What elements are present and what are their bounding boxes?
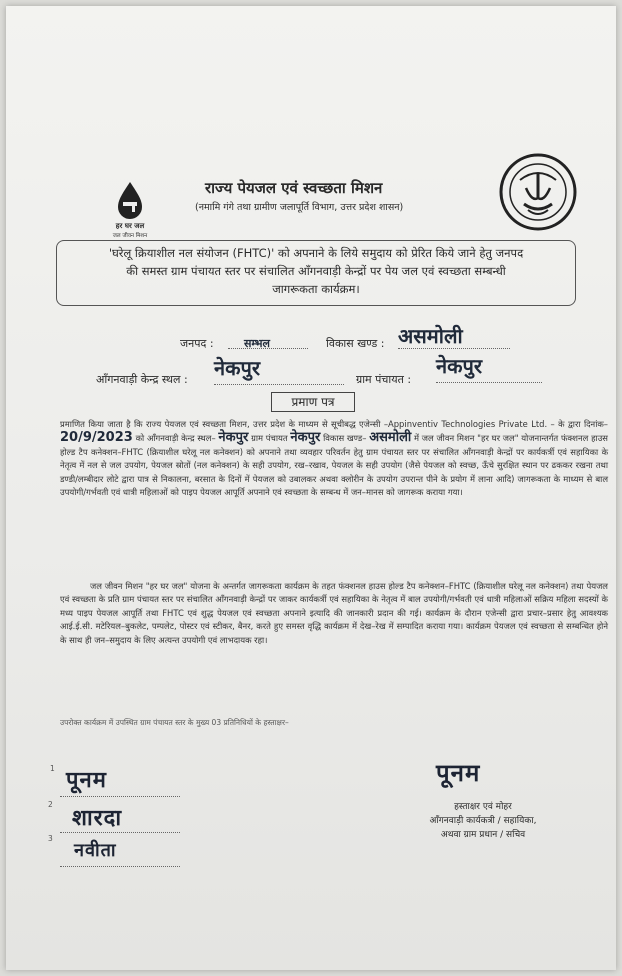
sign-block-line-2: आँगनवाड़ी कार्यकत्री / सहायिका, — [429, 816, 537, 826]
para1-date: 20/9/2023 — [60, 430, 133, 446]
signatory-1-line — [60, 796, 180, 797]
water-drop-icon — [110, 180, 150, 220]
panchayat-value: नेकपुर — [436, 354, 482, 378]
block-value: असमोली — [398, 324, 463, 348]
signatory-1-name: पूनम — [66, 768, 107, 793]
logo-left-text: हर घर जल — [115, 222, 145, 230]
logo-left-sub: जल जीवन मिशन — [112, 233, 148, 239]
signatory-1-num: 1 — [50, 764, 55, 773]
signatory-2-name: शारदा — [72, 806, 123, 831]
signatory-3-name: नवीता — [74, 840, 117, 861]
signature-block — [398, 800, 568, 842]
signatory-2-num: 2 — [48, 800, 53, 809]
district-value: सम्भल — [244, 337, 270, 350]
para1-text-b: को आँगनवाड़ी केन्द्र स्थल– — [135, 433, 216, 444]
banner-line-2: की समस्त ग्राम पंचायत स्तर पर संचालित आँगनवाड़ी केन्द्रों पर पेय जल एवं स्वच्छता सम्बन्धी — [126, 264, 506, 278]
para1-block: असमोली — [369, 430, 412, 446]
banner-line-1: 'घरेलू क्रियाशील नल संयोजन (FHTC)' को अपनाने के लिये समुदाय को प्रेरित किये जाने हेतु जनपद — [108, 246, 524, 260]
block-label: विकास खण्ड : — [326, 337, 385, 350]
signatory-3-line — [60, 866, 180, 867]
para1-text-e: में जल जीवन मिशन "हर घर जल" योजनान्तर्गत फंक्शनल हाउस होल्ड टैप कनेक्शन–FHTC (क्रियाशील घरेलू नल कनेक्शन) को अपनाने तथा व्यवहार परिवर्तन हेतु ग्राम पंचायत स्तर पर संचालित आँगनवाड़ी केन्द्रों पर कार्यकर्त्री एवं सहायिका के नेतृत्व में नल से जल उपयोग, पेयजल स्रोतों (नल कनेक्शन) के सही उपयोग, रख–रखाव, पेयजल के सही उपयोग (जैसे पेयजल को स्वच्छ, ऊँचे सुरक्षित स्थान पर ढककर रखना तथा डण्डी/लम्बीदार लोटे द्वारा पात्र से निकालना, बरसात के दिनों में पेयजल को उबालकर अथवा क्लोरीन के उपयोग उपरान्त पीने के प्रयोग में लाना आदि) जागरूकता के माध्यम से बाल उपयोगी/गर्भवती एवं धात्री महिलाओं को पाइप पेयजल आपूर्ति अपनाने एवं स्वच्छता के सम्बन्ध में जन–मानस को जागरूक कराया गया। — [60, 433, 608, 498]
centre-label: आँगनवाड़ी केन्द्र स्थल : — [96, 373, 188, 386]
block-value-line — [398, 322, 510, 349]
sign-block-line-1: हस्ताक्षर एवं मोहर — [454, 802, 512, 812]
certificate-heading: प्रमाण पत्र — [271, 392, 355, 412]
para1-text-d: विकास खण्ड– — [323, 433, 367, 444]
district-value-line — [228, 332, 308, 349]
jal-jeevan-mission-logo — [110, 180, 150, 238]
signatory-2-line — [60, 832, 180, 833]
district-label: जनपद : — [180, 337, 214, 350]
para1-site: नेकपुर — [218, 430, 249, 446]
page-title: राज्य पेयजल एवं स्वच्छता मिशन — [205, 179, 383, 197]
paragraph-1 — [60, 418, 608, 499]
signatory-3-num: 3 — [48, 834, 53, 843]
paragraph-2: जल जीवन मिशन "हर घर जल" योजना के अन्तर्गत जागरूकता कार्यक्रम के तहत फंक्शनल हाउस होल्ड टैप कनेक्शन–FHTC (क्रियाशील घरेलू नल कनेक्शन) तथा पेयजल एवं स्वच्छता के प्रति ग्राम पंचायत स्तर पर संचालित आँगनवाड़ी केन्द्रों पर जाकर कार्यकर्त्री एवं सहायिका के नेतृत्व में बाल उपयोगी/गर्भवती एवं धात्री महिलाओं सक्रिय महिला सदस्यों के मध्य पाइप पेयजल आपूर्ति तथा FHTC एवं शुद्ध पेयजल एवं स्वच्छता अपनाने इत्यादि की जानकारी प्रदान की गई। कार्यक्रम के दौरान एजेन्सी द्वारा प्रचार–प्रसार हेतु आवश्यक आई.ई.सी. मटेरियल–बुकलेट, पम्पलेट, पोस्टर एवं स्टीकर, बैनर, करते हुए समस्त वृद्धि कार्यक्रम में देख–रेख में सम्पादित कराया गया। कार्यक्रम पेयजल एवं स्वच्छता से सम्बन्धित होने के साथ ही जन–समुदाय के लिए अत्यन्त उपयोगी एवं लाभदायक रहा। — [60, 581, 608, 645]
up-government-emblem — [498, 152, 578, 232]
sign-block-line-3: अथवा ग्राम प्रधान / सचिव — [440, 830, 526, 840]
para1-text-a: प्रमाणित किया जाता है कि राज्य पेयजल एवं स्वच्छता मिशन, उत्तर प्रदेश के माध्यम से सूचीबद्ध एजेन्सी –Appinventiv Technologies Private Ltd. – के द्वारा दिनांक– — [60, 419, 608, 429]
main-signature: पूनम — [436, 759, 481, 787]
panchayat-label: ग्राम पंचायत : — [356, 373, 412, 386]
para1-panchayat: नेकपुर — [290, 430, 321, 446]
page-subtitle: (नमामि गंगे तथा ग्रामीण जलापूर्ति विभाग, उत्तर प्रदेश शासन) — [195, 202, 404, 213]
panchayat-value-line — [436, 352, 542, 383]
emblem-seal-icon — [498, 152, 578, 232]
banner-line-3: जागरूकता कार्यक्रम। — [272, 282, 360, 296]
centre-value-line — [214, 354, 344, 385]
program-banner — [56, 240, 576, 306]
centre-value: नेकपुर — [214, 356, 260, 380]
para1-text-c: ग्राम पंचायत — [251, 433, 288, 444]
paragraph-3: उपरोक्त कार्यक्रम में उपस्थित ग्राम पंचायत स्तर के मुख्य 03 प्रतिनिधियों के हस्ताक्षर– — [60, 718, 289, 727]
